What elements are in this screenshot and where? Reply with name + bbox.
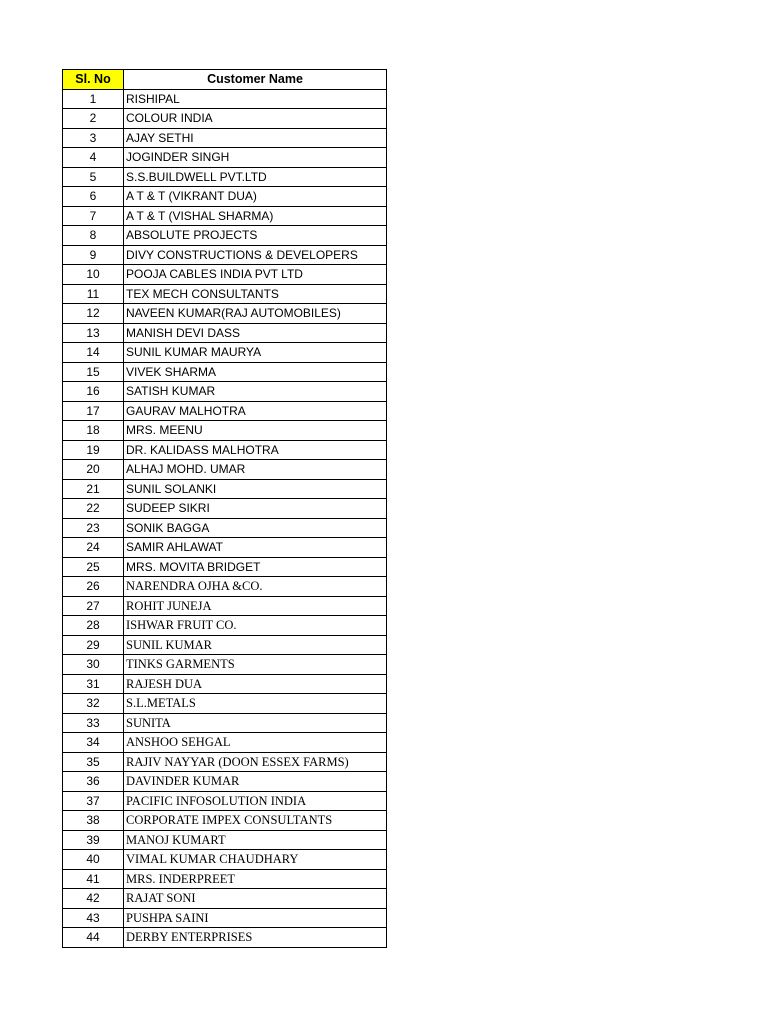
header-row [63, 70, 387, 90]
table-row [63, 674, 387, 694]
customer-name-cell: ANSHOO SEHGAL [124, 733, 387, 753]
table-row [63, 343, 387, 363]
customer-table [62, 69, 387, 948]
customer-name-cell: RISHIPAL [124, 89, 387, 109]
customer-name-cell: SATISH KUMAR [124, 382, 387, 402]
table-row [63, 187, 387, 207]
table-row [63, 908, 387, 928]
sl-no-cell: 42 [63, 889, 124, 909]
customer-name-cell: SUNITA [124, 713, 387, 733]
table-row [63, 245, 387, 265]
table-row [63, 752, 387, 772]
customer-name-cell: A T & T (VISHAL SHARMA) [124, 206, 387, 226]
customer-name-cell: MANOJ KUMART [124, 830, 387, 850]
customer-name-cell: DERBY ENTERPRISES [124, 928, 387, 948]
table-row [63, 518, 387, 538]
table-row [63, 577, 387, 597]
customer-name-cell: ROHIT JUNEJA [124, 596, 387, 616]
table-row [63, 811, 387, 831]
table-row [63, 323, 387, 343]
table-row [63, 655, 387, 675]
sl-no-cell: 20 [63, 460, 124, 480]
table-row [63, 694, 387, 714]
customer-name-cell: JOGINDER SINGH [124, 148, 387, 168]
customer-name-cell: TINKS GARMENTS [124, 655, 387, 675]
sl-no-cell: 6 [63, 187, 124, 207]
sl-no-cell: 11 [63, 284, 124, 304]
table-row [63, 538, 387, 558]
customer-name-header: Customer Name [124, 70, 387, 90]
customer-name-cell: MRS. INDERPREET [124, 869, 387, 889]
sl-no-cell: 22 [63, 499, 124, 519]
customer-name-cell: CORPORATE IMPEX CONSULTANTS [124, 811, 387, 831]
table-body [63, 89, 387, 947]
sl-no-cell: 39 [63, 830, 124, 850]
table-row [63, 596, 387, 616]
table-row [63, 733, 387, 753]
customer-name-cell: GAURAV MALHOTRA [124, 401, 387, 421]
sl-no-cell: 29 [63, 635, 124, 655]
customer-name-cell: PUSHPA SAINI [124, 908, 387, 928]
customer-name-cell: SUNIL KUMAR MAURYA [124, 343, 387, 363]
customer-name-cell: RAJAT SONI [124, 889, 387, 909]
sl-no-cell: 33 [63, 713, 124, 733]
table-row [63, 616, 387, 636]
table-row [63, 382, 387, 402]
table-row [63, 128, 387, 148]
sl-no-cell: 8 [63, 226, 124, 246]
customer-name-cell: PACIFIC INFOSOLUTION INDIA [124, 791, 387, 811]
customer-name-cell: DR. KALIDASS MALHOTRA [124, 440, 387, 460]
sl-no-cell: 23 [63, 518, 124, 538]
customer-name-cell: S.L.METALS [124, 694, 387, 714]
sl-no-cell: 34 [63, 733, 124, 753]
customer-name-cell: ALHAJ MOHD. UMAR [124, 460, 387, 480]
table-row [63, 226, 387, 246]
table-row [63, 499, 387, 519]
customer-name-cell: MRS. MEENU [124, 421, 387, 441]
table-row [63, 635, 387, 655]
table-row [63, 557, 387, 577]
table-header [63, 70, 387, 90]
customer-name-cell: SONIK BAGGA [124, 518, 387, 538]
table-row [63, 265, 387, 285]
customer-name-cell: AJAY SETHI [124, 128, 387, 148]
table-row [63, 713, 387, 733]
table-row [63, 440, 387, 460]
sl-no-cell: 13 [63, 323, 124, 343]
sl-no-cell: 4 [63, 148, 124, 168]
sl-no-cell: 37 [63, 791, 124, 811]
table-row [63, 206, 387, 226]
sl-no-cell: 17 [63, 401, 124, 421]
table-row [63, 362, 387, 382]
customer-name-cell: SAMIR AHLAWAT [124, 538, 387, 558]
table-row [63, 109, 387, 129]
table-row [63, 421, 387, 441]
table-row [63, 284, 387, 304]
sl-no-cell: 44 [63, 928, 124, 948]
table-row [63, 167, 387, 187]
sl-no-cell: 1 [63, 89, 124, 109]
table-row [63, 460, 387, 480]
sl-no-cell: 32 [63, 694, 124, 714]
customer-name-cell: VIVEK SHARMA [124, 362, 387, 382]
sl-no-cell: 40 [63, 850, 124, 870]
sl-no-cell: 35 [63, 752, 124, 772]
sl-no-cell: 18 [63, 421, 124, 441]
customer-name-cell: COLOUR INDIA [124, 109, 387, 129]
customer-name-cell: DIVY CONSTRUCTIONS & DEVELOPERS [124, 245, 387, 265]
customer-name-cell: POOJA CABLES INDIA PVT LTD [124, 265, 387, 285]
customer-name-cell: SUNIL SOLANKI [124, 479, 387, 499]
table-row [63, 889, 387, 909]
customer-name-cell: TEX MECH CONSULTANTS [124, 284, 387, 304]
table-row [63, 791, 387, 811]
table-row [63, 89, 387, 109]
sl-no-cell: 14 [63, 343, 124, 363]
sl-no-cell: 27 [63, 596, 124, 616]
sl-no-cell: 16 [63, 382, 124, 402]
sl-no-cell: 24 [63, 538, 124, 558]
customer-name-cell: ISHWAR FRUIT CO. [124, 616, 387, 636]
customer-name-cell: DAVINDER KUMAR [124, 772, 387, 792]
sl-no-cell: 5 [63, 167, 124, 187]
table-row [63, 928, 387, 948]
customer-name-cell: A T & T (VIKRANT DUA) [124, 187, 387, 207]
customer-name-cell: SUNIL KUMAR [124, 635, 387, 655]
customer-name-cell: VIMAL KUMAR CHAUDHARY [124, 850, 387, 870]
table-row [63, 401, 387, 421]
sl-no-cell: 2 [63, 109, 124, 129]
sl-no-cell: 10 [63, 265, 124, 285]
customer-name-cell: S.S.BUILDWELL PVT.LTD [124, 167, 387, 187]
table-row [63, 148, 387, 168]
customer-name-cell: NARENDRA OJHA &CO. [124, 577, 387, 597]
sl-no-cell: 43 [63, 908, 124, 928]
sl-no-cell: 19 [63, 440, 124, 460]
customer-name-cell: ABSOLUTE PROJECTS [124, 226, 387, 246]
sl-no-cell: 21 [63, 479, 124, 499]
customer-name-cell: RAJIV NAYYAR (DOON ESSEX FARMS) [124, 752, 387, 772]
sl-no-cell: 26 [63, 577, 124, 597]
sl-no-cell: 30 [63, 655, 124, 675]
sl-no-cell: 31 [63, 674, 124, 694]
table-row [63, 772, 387, 792]
sl-no-cell: 9 [63, 245, 124, 265]
sl-no-cell: 15 [63, 362, 124, 382]
table-row [63, 479, 387, 499]
sl-no-header: Sl. No [63, 70, 124, 90]
sl-no-cell: 28 [63, 616, 124, 636]
customer-name-cell: MANISH DEVI DASS [124, 323, 387, 343]
sl-no-cell: 38 [63, 811, 124, 831]
table-row [63, 830, 387, 850]
sl-no-cell: 12 [63, 304, 124, 324]
sl-no-cell: 41 [63, 869, 124, 889]
sl-no-cell: 36 [63, 772, 124, 792]
sl-no-cell: 7 [63, 206, 124, 226]
customer-name-cell: MRS. MOVITA BRIDGET [124, 557, 387, 577]
table-row [63, 869, 387, 889]
customer-name-cell: RAJESH DUA [124, 674, 387, 694]
table-row [63, 304, 387, 324]
sl-no-cell: 3 [63, 128, 124, 148]
customer-name-cell: SUDEEP SIKRI [124, 499, 387, 519]
customer-name-cell: NAVEEN KUMAR(RAJ AUTOMOBILES) [124, 304, 387, 324]
sl-no-cell: 25 [63, 557, 124, 577]
table-row [63, 850, 387, 870]
